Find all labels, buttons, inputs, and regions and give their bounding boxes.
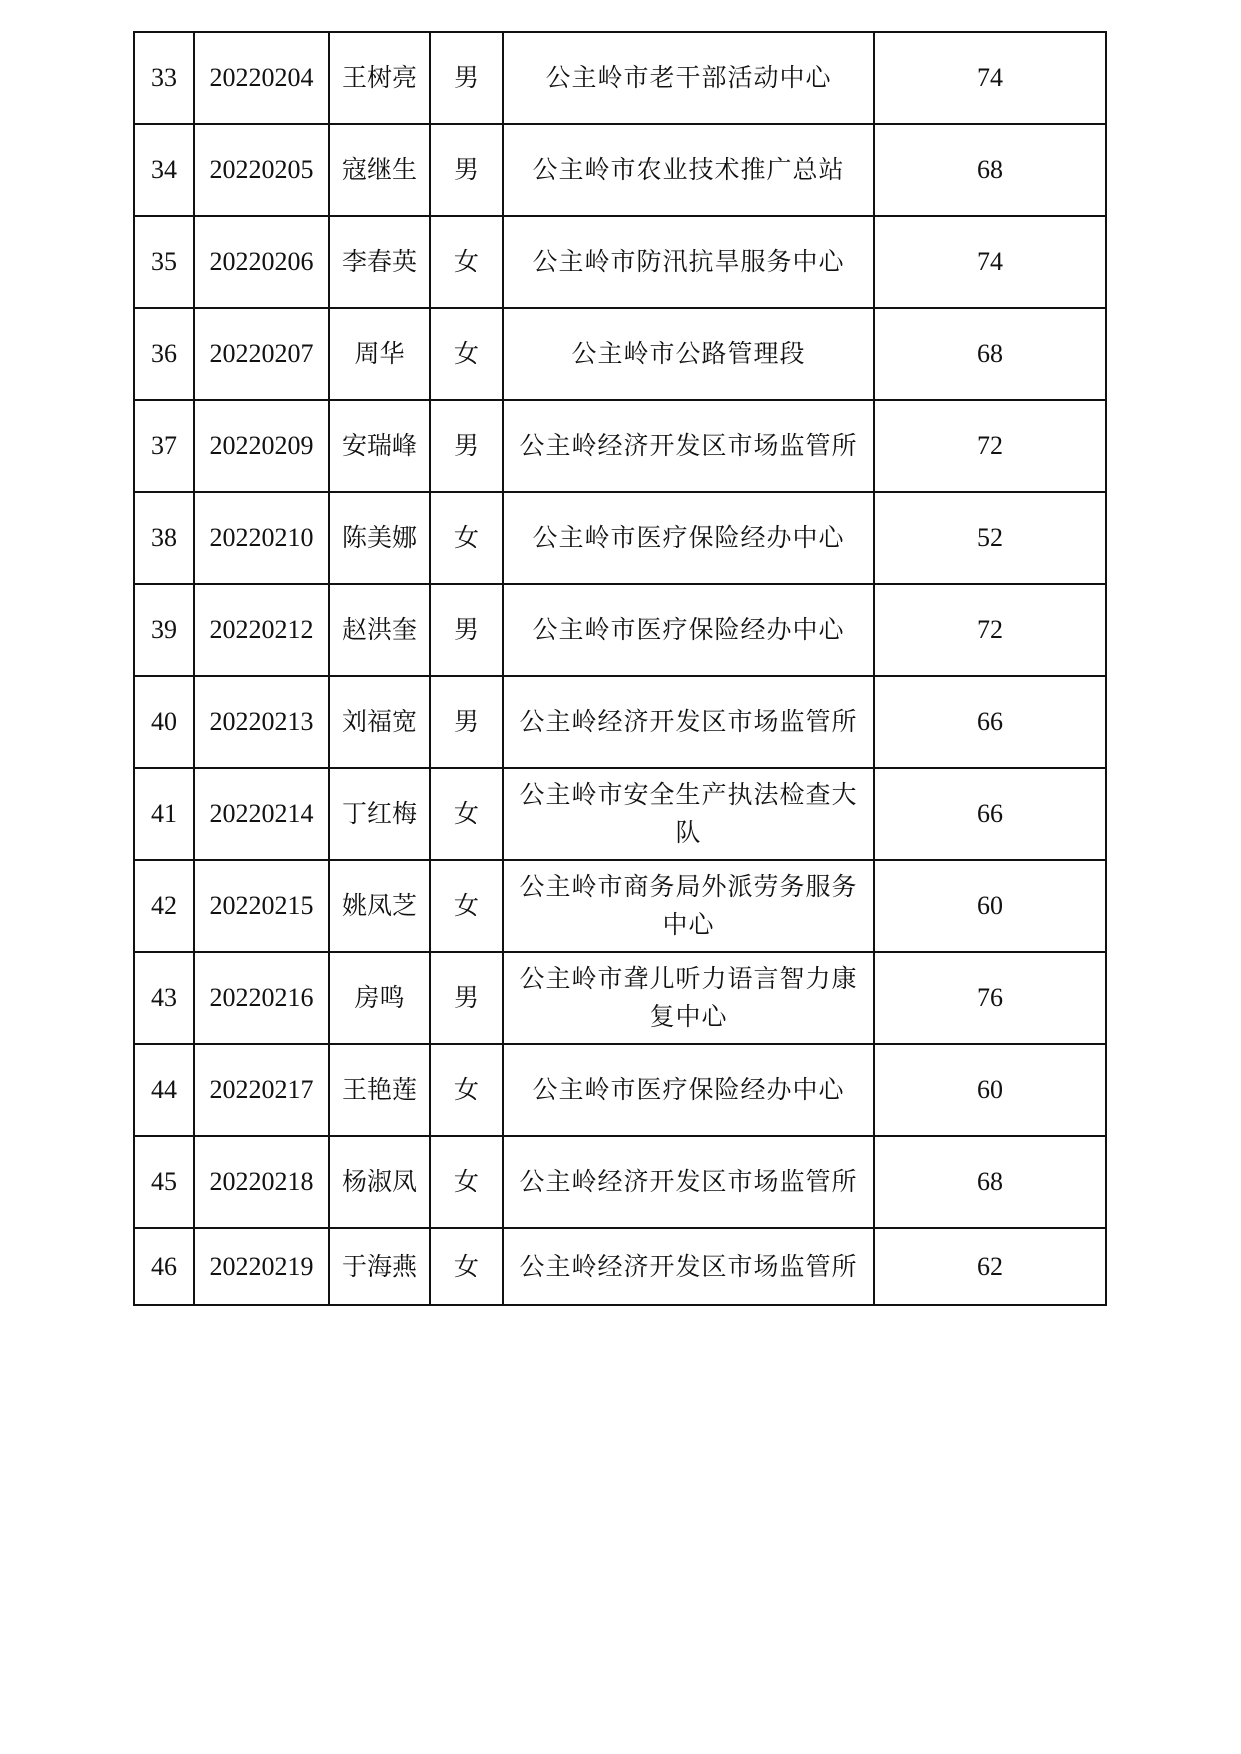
seq-number-cell: 42: [134, 860, 194, 952]
seq-number-cell: 35: [134, 216, 194, 308]
seq-number-cell: 45: [134, 1136, 194, 1228]
score-cell: 52: [874, 492, 1106, 584]
table-row: [134, 676, 1106, 768]
unit-cell: 公主岭市聋儿听力语言智力康复中心: [503, 952, 874, 1044]
exam-number-cell: 20220217: [194, 1044, 329, 1136]
name-cell: 丁红梅: [329, 768, 430, 860]
name-cell: 杨淑凤: [329, 1136, 430, 1228]
score-cell: 62: [874, 1228, 1106, 1305]
exam-number-cell: 20220204: [194, 32, 329, 124]
gender-cell: 男: [430, 400, 503, 492]
name-cell: 王艳莲: [329, 1044, 430, 1136]
score-cell: 74: [874, 32, 1106, 124]
exam-number-cell: 20220206: [194, 216, 329, 308]
exam-number-cell: 20220215: [194, 860, 329, 952]
score-cell: 72: [874, 584, 1106, 676]
seq-number-cell: 37: [134, 400, 194, 492]
gender-cell: 女: [430, 768, 503, 860]
unit-cell: 公主岭市农业技术推广总站: [503, 124, 874, 216]
name-cell: 房鸣: [329, 952, 430, 1044]
name-cell: 王树亮: [329, 32, 430, 124]
gender-cell: 男: [430, 584, 503, 676]
gender-cell: 女: [430, 216, 503, 308]
unit-cell: 公主岭市安全生产执法检查大队: [503, 768, 874, 860]
name-cell: 周华: [329, 308, 430, 400]
results-table: [133, 31, 1107, 1306]
gender-cell: 男: [430, 952, 503, 1044]
score-cell: 66: [874, 676, 1106, 768]
gender-cell: 女: [430, 492, 503, 584]
table-row: [134, 1044, 1106, 1136]
table-row: [134, 860, 1106, 952]
score-cell: 66: [874, 768, 1106, 860]
score-cell: 60: [874, 860, 1106, 952]
gender-cell: 女: [430, 860, 503, 952]
unit-cell: 公主岭市公路管理段: [503, 308, 874, 400]
table-row: [134, 584, 1106, 676]
unit-cell: 公主岭经济开发区市场监管所: [503, 676, 874, 768]
score-cell: 68: [874, 124, 1106, 216]
unit-cell: 公主岭经济开发区市场监管所: [503, 400, 874, 492]
score-cell: 74: [874, 216, 1106, 308]
unit-cell: 公主岭经济开发区市场监管所: [503, 1136, 874, 1228]
exam-number-cell: 20220205: [194, 124, 329, 216]
seq-number-cell: 38: [134, 492, 194, 584]
exam-number-cell: 20220219: [194, 1228, 329, 1305]
unit-cell: 公主岭市商务局外派劳务服务中心: [503, 860, 874, 952]
gender-cell: 女: [430, 308, 503, 400]
exam-number-cell: 20220210: [194, 492, 329, 584]
table-row: [134, 400, 1106, 492]
gender-cell: 女: [430, 1044, 503, 1136]
seq-number-cell: 41: [134, 768, 194, 860]
name-cell: 安瑞峰: [329, 400, 430, 492]
unit-cell: 公主岭市老干部活动中心: [503, 32, 874, 124]
name-cell: 刘福宽: [329, 676, 430, 768]
seq-number-cell: 46: [134, 1228, 194, 1305]
seq-number-cell: 39: [134, 584, 194, 676]
unit-cell: 公主岭市医疗保险经办中心: [503, 584, 874, 676]
seq-number-cell: 34: [134, 124, 194, 216]
unit-cell: 公主岭市医疗保险经办中心: [503, 1044, 874, 1136]
seq-number-cell: 44: [134, 1044, 194, 1136]
table-row: [134, 1136, 1106, 1228]
name-cell: 于海燕: [329, 1228, 430, 1305]
gender-cell: 女: [430, 1228, 503, 1305]
table-row: [134, 768, 1106, 860]
name-cell: 赵洪奎: [329, 584, 430, 676]
unit-cell: 公主岭经济开发区市场监管所: [503, 1228, 874, 1305]
exam-number-cell: 20220212: [194, 584, 329, 676]
exam-number-cell: 20220216: [194, 952, 329, 1044]
results-body: [134, 32, 1106, 1305]
table-row: [134, 1228, 1106, 1305]
name-cell: 李春英: [329, 216, 430, 308]
score-cell: 72: [874, 400, 1106, 492]
exam-number-cell: 20220218: [194, 1136, 329, 1228]
gender-cell: 男: [430, 124, 503, 216]
score-cell: 60: [874, 1044, 1106, 1136]
gender-cell: 男: [430, 32, 503, 124]
table-row: [134, 216, 1106, 308]
table-row: [134, 308, 1106, 400]
unit-cell: 公主岭市医疗保险经办中心: [503, 492, 874, 584]
table-row: [134, 124, 1106, 216]
gender-cell: 女: [430, 1136, 503, 1228]
score-cell: 76: [874, 952, 1106, 1044]
seq-number-cell: 43: [134, 952, 194, 1044]
table-row: [134, 32, 1106, 124]
unit-cell: 公主岭市防汛抗旱服务中心: [503, 216, 874, 308]
exam-number-cell: 20220207: [194, 308, 329, 400]
table-row: [134, 952, 1106, 1044]
score-cell: 68: [874, 1136, 1106, 1228]
name-cell: 姚凤芝: [329, 860, 430, 952]
seq-number-cell: 40: [134, 676, 194, 768]
exam-number-cell: 20220209: [194, 400, 329, 492]
name-cell: 陈美娜: [329, 492, 430, 584]
table-row: [134, 492, 1106, 584]
seq-number-cell: 36: [134, 308, 194, 400]
seq-number-cell: 33: [134, 32, 194, 124]
name-cell: 寇继生: [329, 124, 430, 216]
exam-number-cell: 20220213: [194, 676, 329, 768]
gender-cell: 男: [430, 676, 503, 768]
score-cell: 68: [874, 308, 1106, 400]
exam-number-cell: 20220214: [194, 768, 329, 860]
